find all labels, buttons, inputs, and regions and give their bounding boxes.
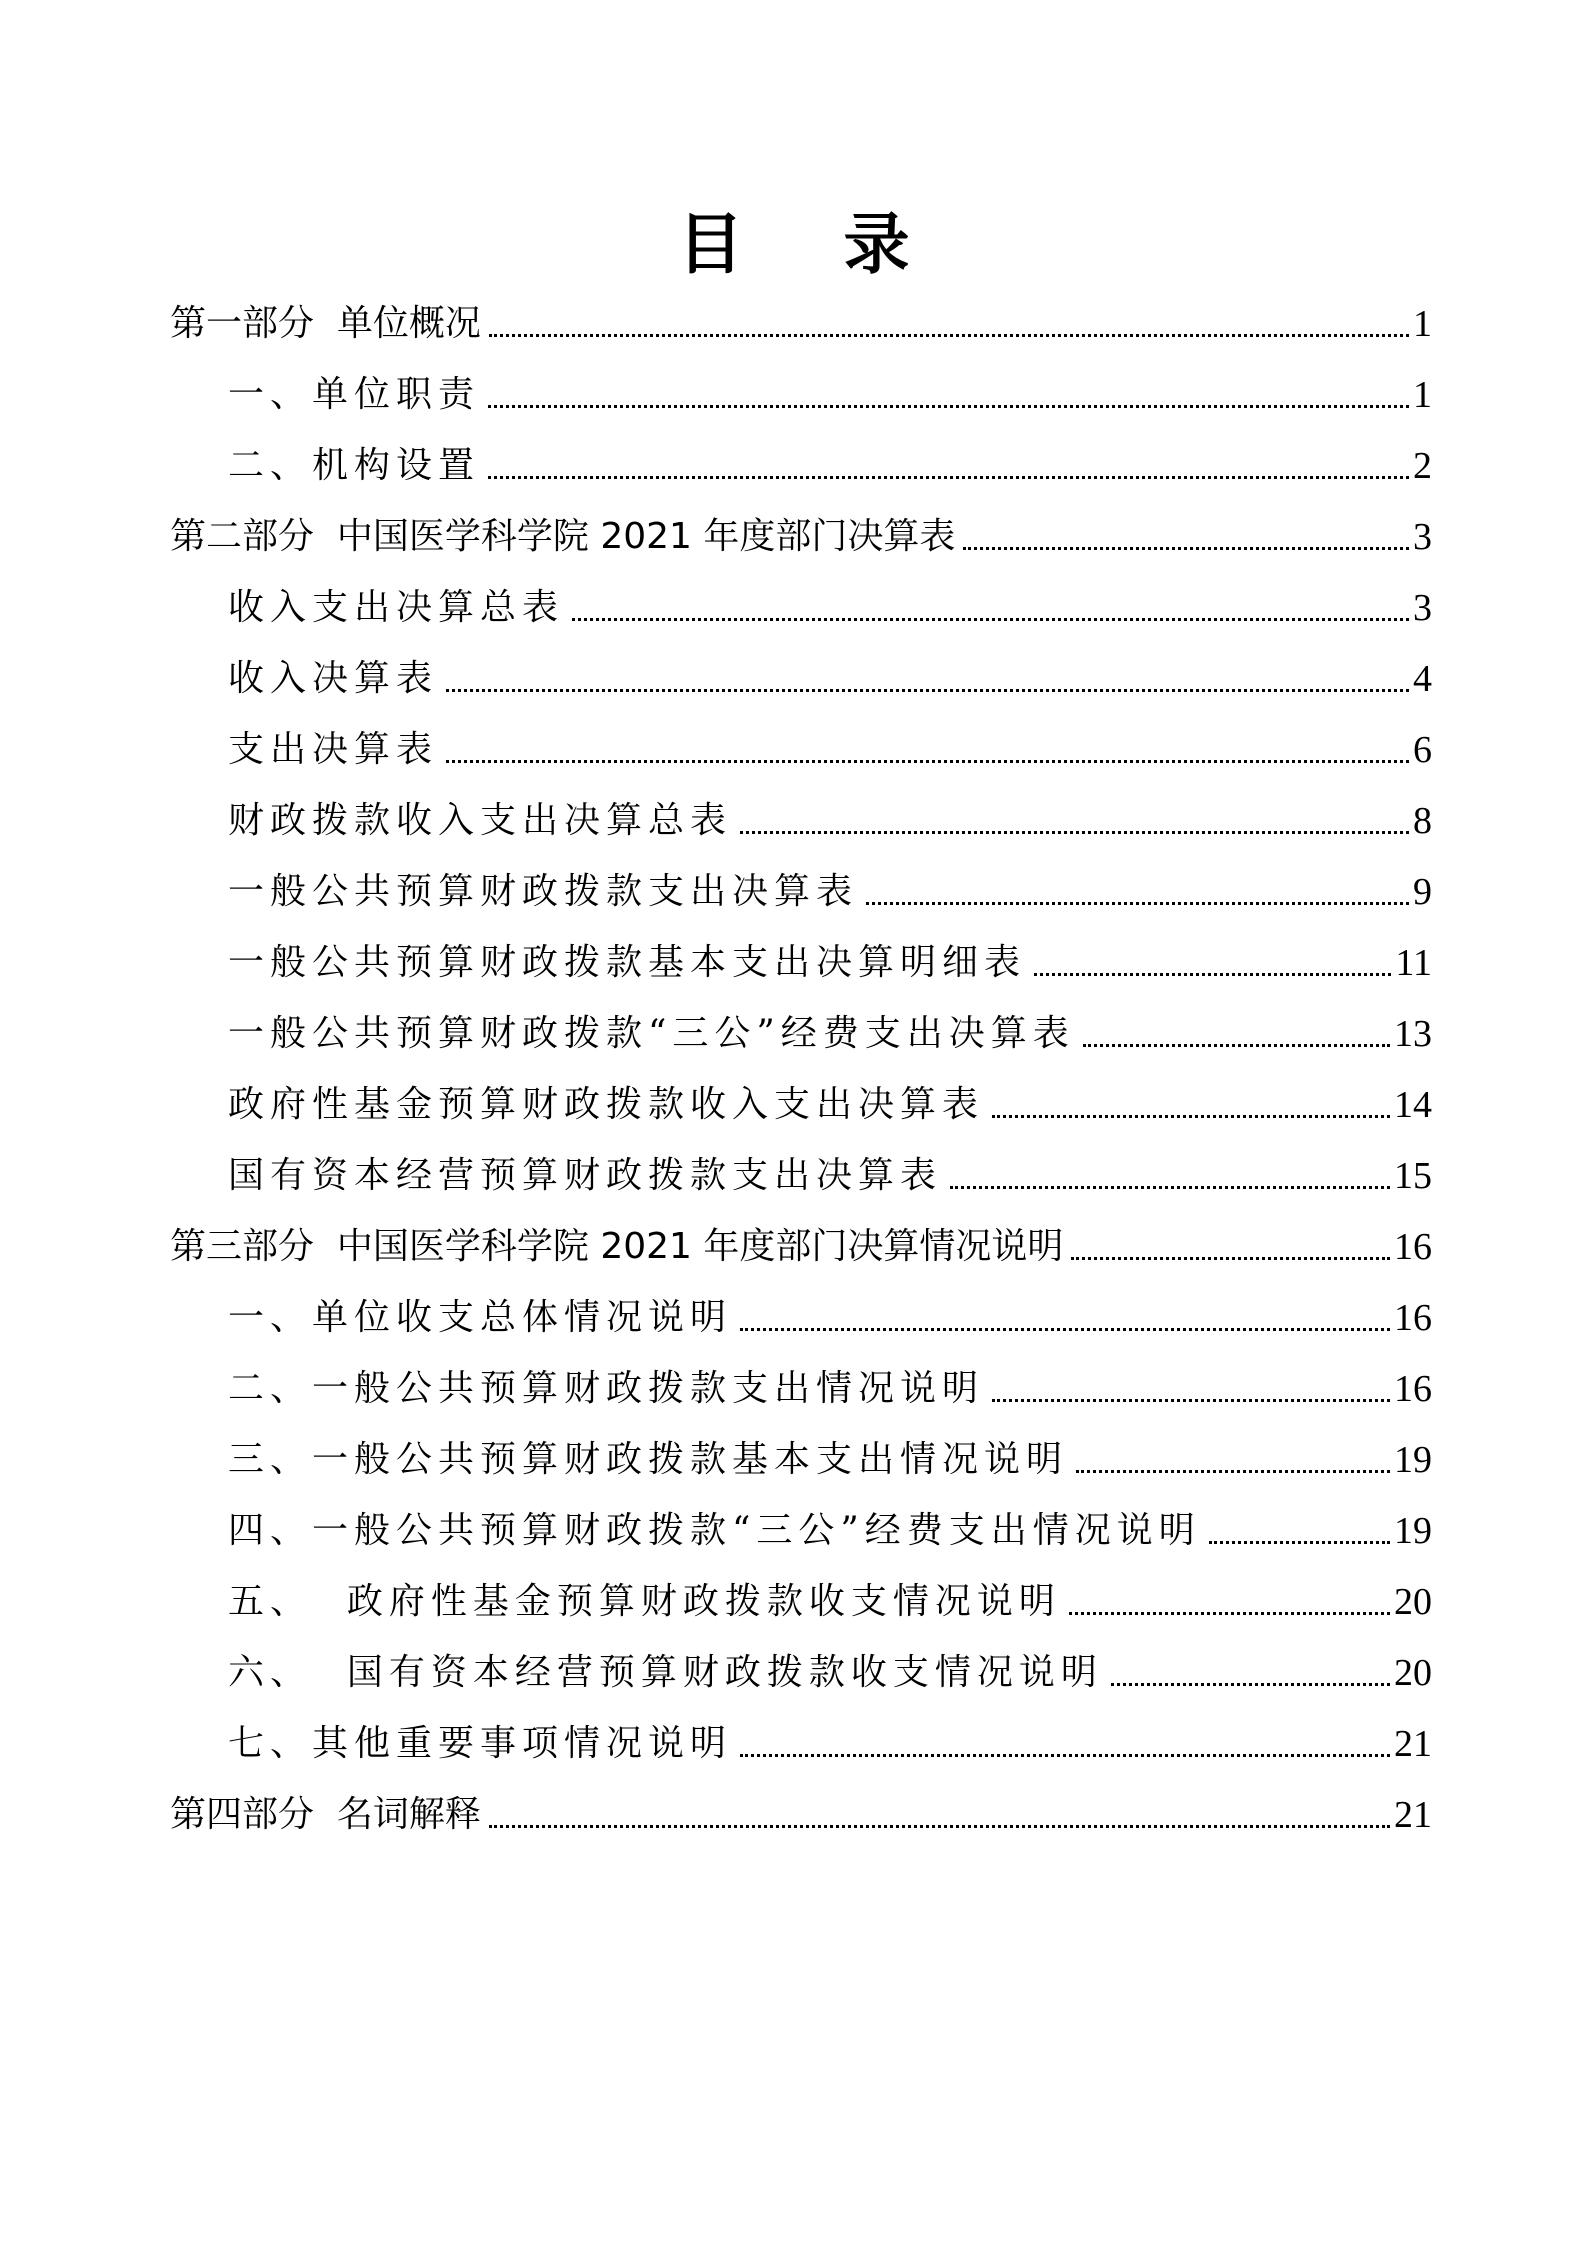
toc-entry-label: 第三部分 中国医学科学院 2021 年度部门决算情况说明 — [170, 1226, 1064, 1267]
toc-page-number: 1 — [1413, 374, 1432, 416]
toc-page-number: 9 — [1413, 871, 1432, 913]
toc-entry-label: 收入支出决算总表 — [228, 587, 565, 628]
toc-page-number: 14 — [1394, 1084, 1432, 1126]
toc-entry[interactable] — [228, 1276, 1432, 1340]
toc-title-char-2: 录 — [843, 206, 910, 283]
toc-page-number: 3 — [1413, 516, 1432, 558]
toc-entry-label: 第四部分 名词解释 — [170, 1794, 481, 1835]
toc-entry[interactable] — [228, 1631, 1432, 1695]
toc-entry-label: 国有资本经营预算财政拨款支出决算表 — [228, 1155, 943, 1196]
toc-entry[interactable] — [228, 992, 1432, 1056]
toc-entry-label: 一、单位职责 — [228, 374, 481, 415]
toc-page-number: 16 — [1394, 1226, 1432, 1268]
toc-leader-dots — [572, 617, 1409, 621]
toc-entry-label: 六、 国有资本经营预算财政拨款收支情况说明 — [228, 1652, 1103, 1693]
toc-entry[interactable] — [228, 1560, 1432, 1624]
toc-leader-dots — [1076, 1469, 1390, 1473]
toc-entry-label: 二、机构设置 — [228, 445, 481, 486]
toc-entry[interactable] — [228, 1489, 1432, 1553]
toc-page-number: 21 — [1394, 1723, 1432, 1765]
toc-entry-label: 财政拨款收入支出决算总表 — [228, 800, 733, 841]
toc-page-number: 15 — [1394, 1155, 1432, 1197]
toc-page-number: 2 — [1413, 445, 1432, 487]
toc-page-number: 19 — [1394, 1439, 1432, 1481]
toc-entry[interactable] — [228, 637, 1432, 701]
toc-leader-dots — [992, 1114, 1390, 1118]
toc-entry-label: 一般公共预算财政拨款基本支出决算明细表 — [228, 942, 1027, 983]
toc-page-number: 20 — [1394, 1652, 1432, 1694]
toc-leader-dots — [488, 475, 1409, 479]
toc-entry-label: 一般公共预算财政拨款“三公”经费支出决算表 — [228, 1013, 1075, 1054]
toc-leader-dots — [1069, 1611, 1390, 1615]
toc-leader-dots — [866, 901, 1409, 905]
toc-page-number: 8 — [1413, 800, 1432, 842]
toc-entry-label: 一、单位收支总体情况说明 — [228, 1297, 733, 1338]
toc-page-number: 20 — [1394, 1581, 1432, 1623]
toc-title — [0, 200, 1587, 290]
toc-entry[interactable] — [228, 1418, 1432, 1482]
toc-page-number: 21 — [1394, 1794, 1432, 1836]
toc-entry[interactable] — [228, 353, 1432, 417]
toc-leader-dots — [446, 759, 1409, 763]
toc-page-number: 11 — [1395, 942, 1432, 984]
toc-entry[interactable] — [170, 1773, 1432, 1837]
toc-entry[interactable] — [228, 424, 1432, 488]
toc-page-number: 19 — [1394, 1510, 1432, 1552]
toc-entry-label: 三、一般公共预算财政拨款基本支出情况说明 — [228, 1439, 1069, 1480]
toc-page-number: 3 — [1413, 587, 1432, 629]
toc-entry-label: 七、其他重要事项情况说明 — [228, 1723, 733, 1764]
toc-leader-dots — [740, 830, 1409, 834]
toc-leader-dots — [1111, 1682, 1390, 1686]
toc-entry[interactable] — [228, 708, 1432, 772]
toc-entry[interactable] — [170, 495, 1432, 559]
toc-page-number: 6 — [1413, 729, 1432, 771]
toc-entry-label: 收入决算表 — [228, 658, 439, 699]
toc-entry-label: 二、一般公共预算财政拨款支出情况说明 — [228, 1368, 985, 1409]
toc-entry[interactable] — [228, 1063, 1432, 1127]
toc-entry-label: 第二部分 中国医学科学院 2021 年度部门决算表 — [170, 516, 956, 557]
toc-entry-label: 第一部分 单位概况 — [170, 303, 481, 344]
toc-entry-label: 政府性基金预算财政拨款收入支出决算表 — [228, 1084, 985, 1125]
toc-leader-dots — [1083, 1043, 1390, 1047]
toc-entry-label: 支出决算表 — [228, 729, 439, 770]
toc-page-number: 4 — [1413, 658, 1432, 700]
toc-page-number: 13 — [1394, 1013, 1432, 1055]
toc-entry[interactable] — [228, 850, 1432, 914]
toc-page-number: 16 — [1394, 1368, 1432, 1410]
toc-entry[interactable] — [228, 566, 1432, 630]
toc-leader-dots — [740, 1753, 1390, 1757]
toc-leader-dots — [488, 404, 1409, 408]
toc-entry[interactable] — [170, 1205, 1432, 1269]
toc-entry[interactable] — [228, 921, 1432, 985]
toc-leader-dots — [963, 546, 1409, 550]
toc-leader-dots — [1071, 1256, 1390, 1260]
toc-leader-dots — [1034, 972, 1391, 976]
toc-entry[interactable] — [228, 1347, 1432, 1411]
toc-page-number: 1 — [1413, 303, 1432, 345]
toc-leader-dots — [446, 688, 1409, 692]
toc-entry-label: 五、 政府性基金预算财政拨款收支情况说明 — [228, 1581, 1061, 1622]
toc-title-char-1: 目 — [677, 206, 744, 283]
toc-leader-dots — [950, 1185, 1390, 1189]
toc-leader-dots — [1209, 1540, 1390, 1544]
toc-leader-dots — [740, 1327, 1390, 1331]
toc-entry[interactable] — [170, 282, 1432, 346]
toc-entry[interactable] — [228, 1134, 1432, 1198]
toc-entry[interactable] — [228, 779, 1432, 843]
toc-leader-dots — [992, 1398, 1390, 1402]
toc-page-number: 16 — [1394, 1297, 1432, 1339]
toc-entry[interactable] — [228, 1702, 1432, 1766]
toc-entry-label: 一般公共预算财政拨款支出决算表 — [228, 871, 859, 912]
toc-entry-label: 四、一般公共预算财政拨款“三公”经费支出情况说明 — [228, 1510, 1201, 1551]
toc-leader-dots — [489, 1824, 1390, 1828]
toc-leader-dots — [489, 333, 1409, 337]
